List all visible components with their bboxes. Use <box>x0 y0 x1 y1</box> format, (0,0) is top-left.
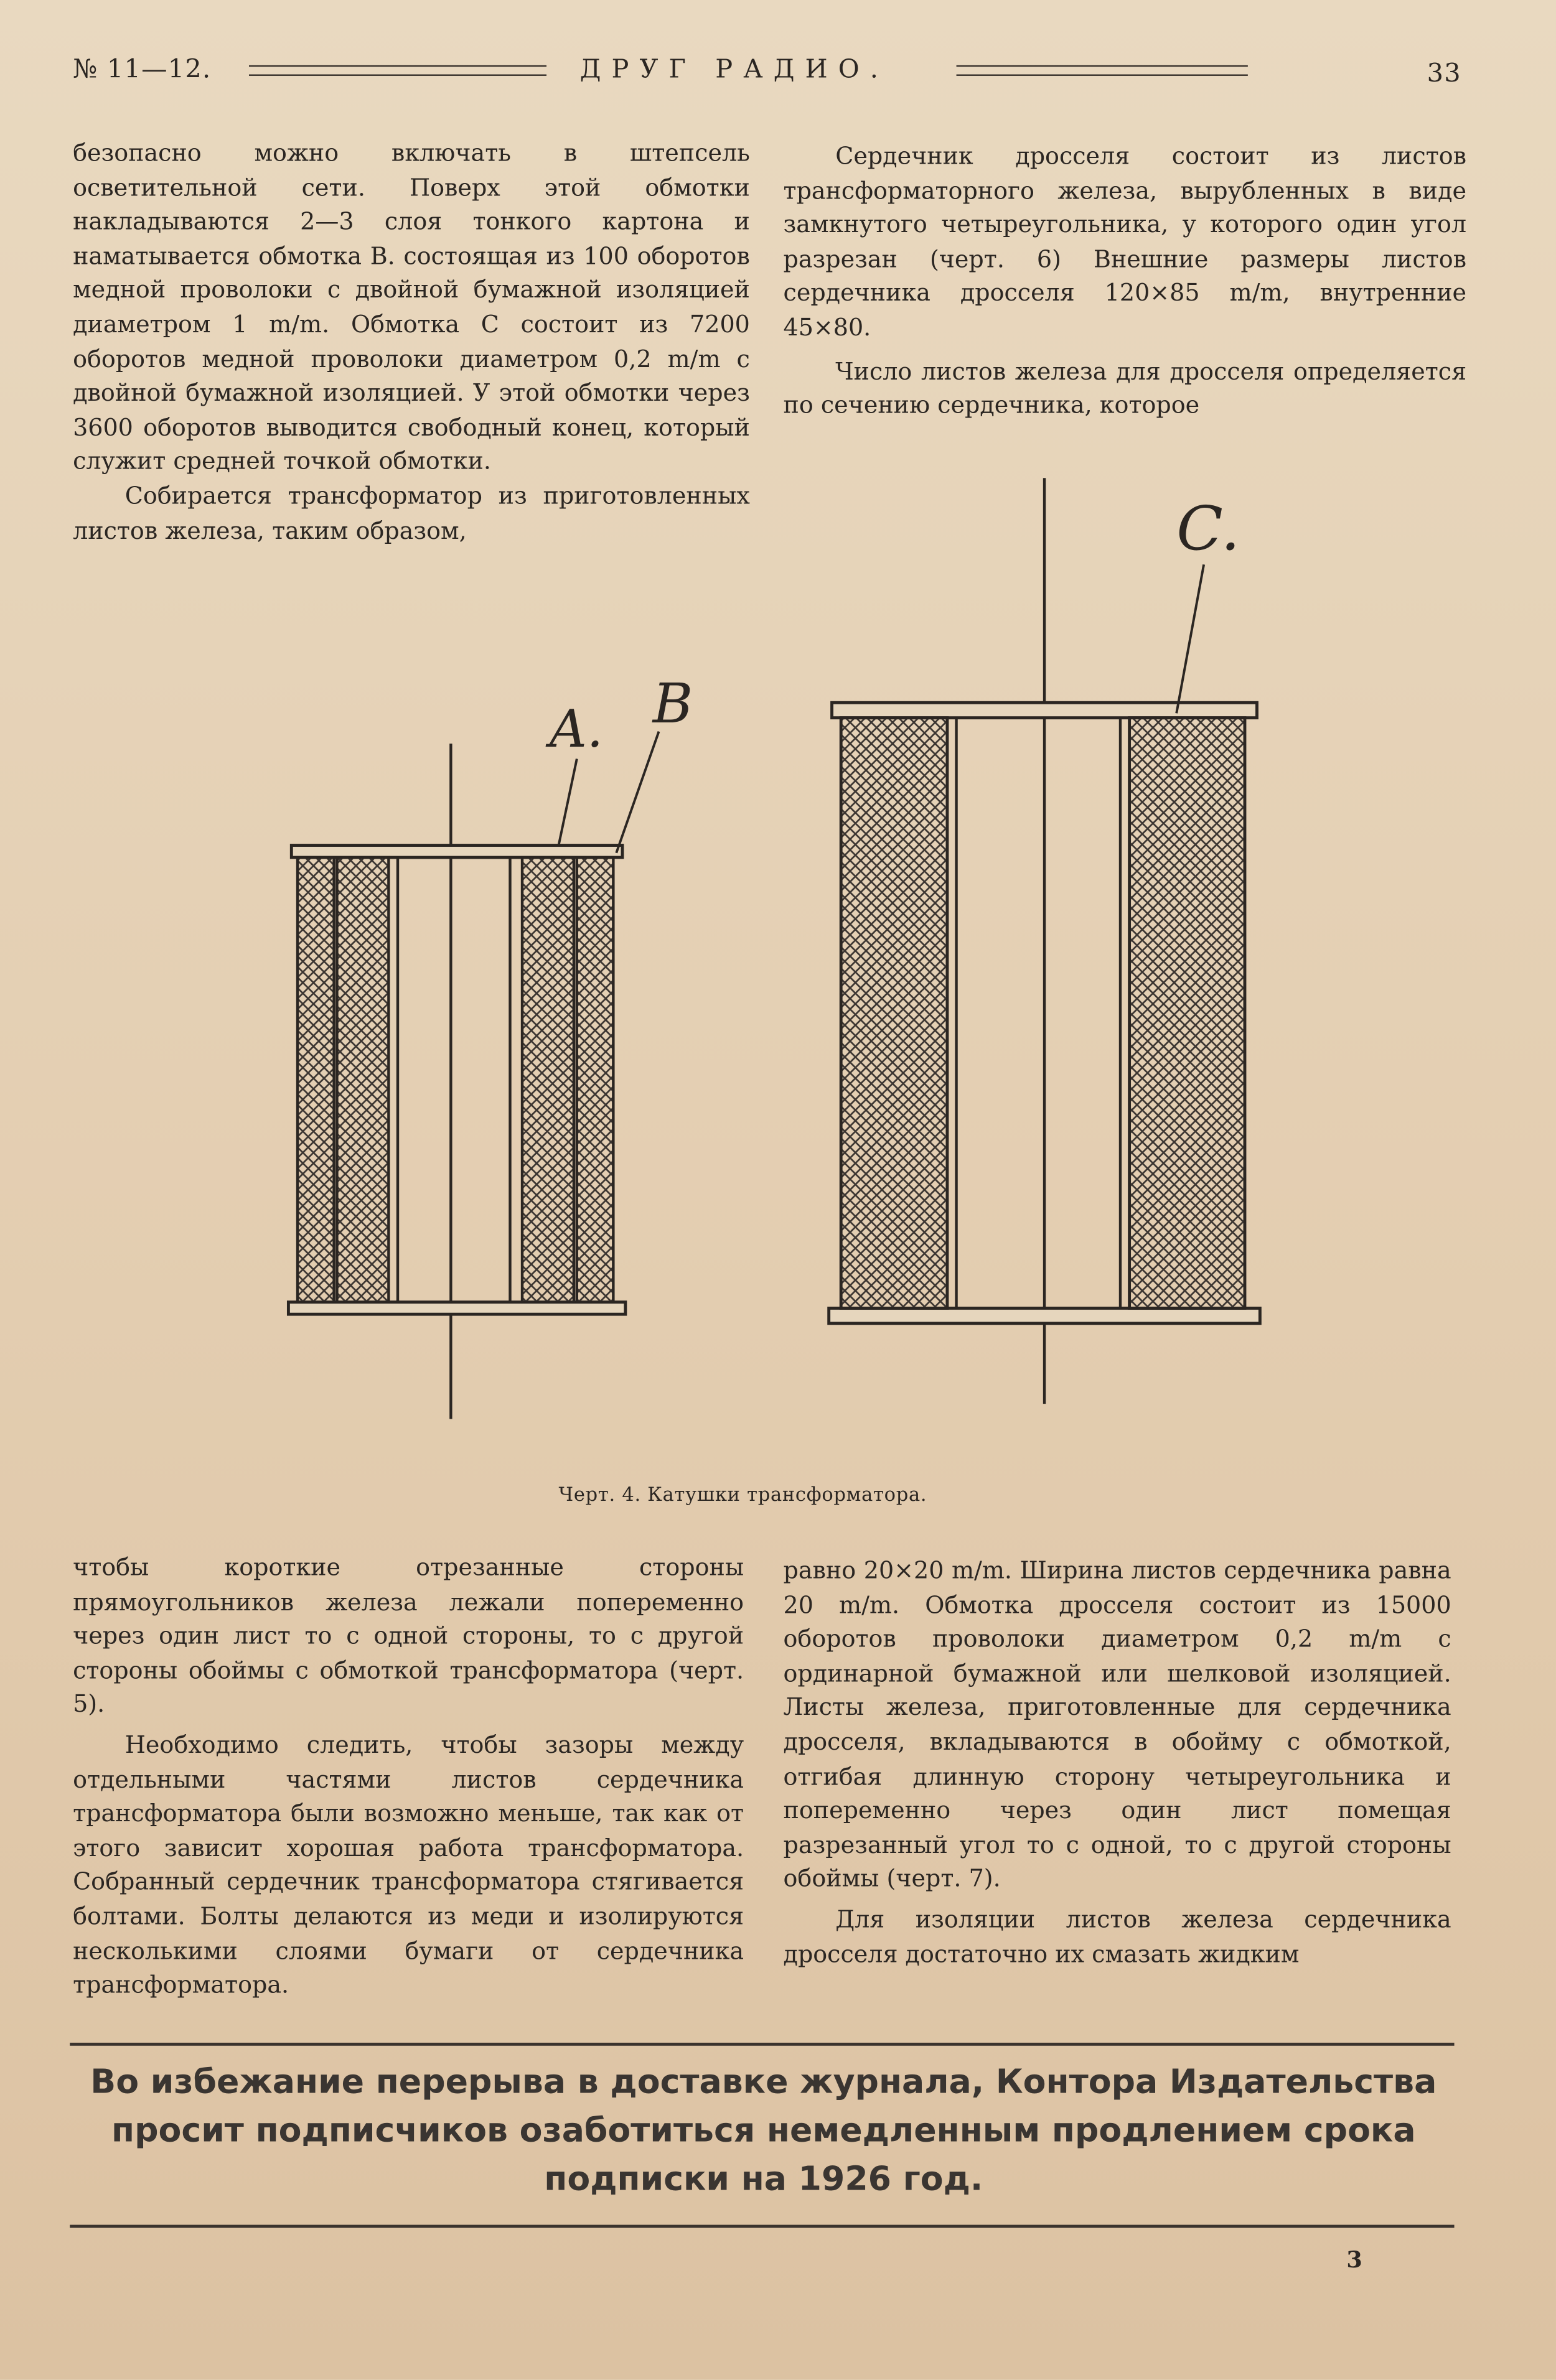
label-b: B <box>652 671 693 735</box>
flange-bottom <box>288 1302 625 1315</box>
label-c: C. <box>1176 493 1240 564</box>
notice-line: просит подписчиков озаботиться немедленным продлением срока <box>111 2112 1416 2151</box>
flange-top <box>291 846 622 858</box>
figure-caption: Черт. 4. Катушки трансформатора. <box>558 1482 927 1506</box>
column-bottom-left <box>73 1551 744 2003</box>
header-rule-right <box>957 65 1248 76</box>
paragraph: Необходимо следить, чтобы зазоры между отдельными частями листов сердечника трансформатора были возможно меньше, так как от этого зависит хорошая работа трансформатора. Собранный сердечник трансформатора стягивается болтами. Болты делаются из меди и изолируются несколькими слоями бумаги от сердечника трансформатора. <box>73 1731 744 1999</box>
coil-large <box>829 478 1260 1404</box>
winding-a-left <box>298 857 334 1302</box>
column-bottom-right <box>784 1554 1451 1972</box>
figure-coils <box>258 455 1321 1442</box>
issue-number: № 11—12. <box>73 54 212 85</box>
leader-b <box>616 732 658 853</box>
coil-small <box>288 672 693 1419</box>
notice-line: Во избежание перерыва в доставке журнала, Контора Издательства <box>90 2064 1437 2102</box>
paragraph: Число листов железа для дросселя определяется по сечению сердечника, которое <box>783 357 1467 419</box>
paragraph: Сердечник дросселя состоит из листов трансформаторного железа, вырубленных в виде замкнутого четыреугольника, у которого один угол разрезан (черт. 6) Внешние размеры листов сердечника дросселя 120×85 m/m, внутренние 45×80. <box>783 142 1467 342</box>
journal-title: ДРУГ РАДИО. <box>579 54 889 85</box>
flange-top <box>832 702 1257 717</box>
winding-a-right <box>577 857 614 1302</box>
paragraph: Собирается трансформатор из приготовленных листов железа, таким образом, <box>73 482 750 544</box>
label-a: A. <box>549 698 604 759</box>
notice-rule-top <box>70 2043 1454 2046</box>
leader-c <box>1176 564 1204 713</box>
paragraph: равно 20×20 m/m. Ширина листов сердечника равна 20 m/m. Обмотка дросселя состоит из 15000 оборотов проволоки диаметром 0,2 m/m с ординарной бумажной или шелковой изоляцией. Листы железа, приготовленные для сердечника дросселя, вкладываются в обойму с обмоткой, отгибая длинную сторону четыреугольника и попеременно через один лист помещая разрезанный угол то с одной, то с другой стороны обоймы (черт. 7). <box>783 1557 1451 1893</box>
paragraph: Для изоляции листов железа сердечника дросселя достаточно их смазать жидким <box>783 1906 1451 1968</box>
header-rule-left <box>249 65 546 76</box>
flange-bottom <box>829 1308 1260 1323</box>
winding-c-left <box>841 718 947 1309</box>
leader-a <box>559 759 577 846</box>
notice-rule-bottom <box>70 2225 1454 2228</box>
notice-line: подписки на 1926 год. <box>544 2161 983 2200</box>
column-top-right <box>784 139 1467 422</box>
paragraph: чтобы короткие отрезанные стороны прямоугольников железа лежали попеременно через один лист то с одной стороны, то с другой стороны обоймы с обмоткой трансформатора (черт. 5). <box>73 1554 744 1719</box>
sheet-number: 3 <box>1346 2246 1362 2274</box>
page-number: 33 <box>1427 59 1461 90</box>
winding-c-right <box>1130 718 1245 1309</box>
subscription-notice <box>73 2060 1454 2205</box>
winding-b-right <box>522 857 574 1302</box>
winding-b-left <box>337 857 388 1302</box>
paragraph: безопасно можно включать в штепсель осветительной сети. Поверх этой обмотки накладываются 2—3 слоя тонкого картона и наматывается обмотка B. состоящая из 100 оборотов медной проволоки с двойной бумажной изоляцией диаметром 1 m/m. Обмотка C состоит из 7200 оборотов медной проволоки диаметром 0,2 m/m с двойной бумажной изоляцией. У этой обмотки через 3600 оборотов выводится свободный конец, который служит средней точкой обмотки. <box>73 139 750 476</box>
